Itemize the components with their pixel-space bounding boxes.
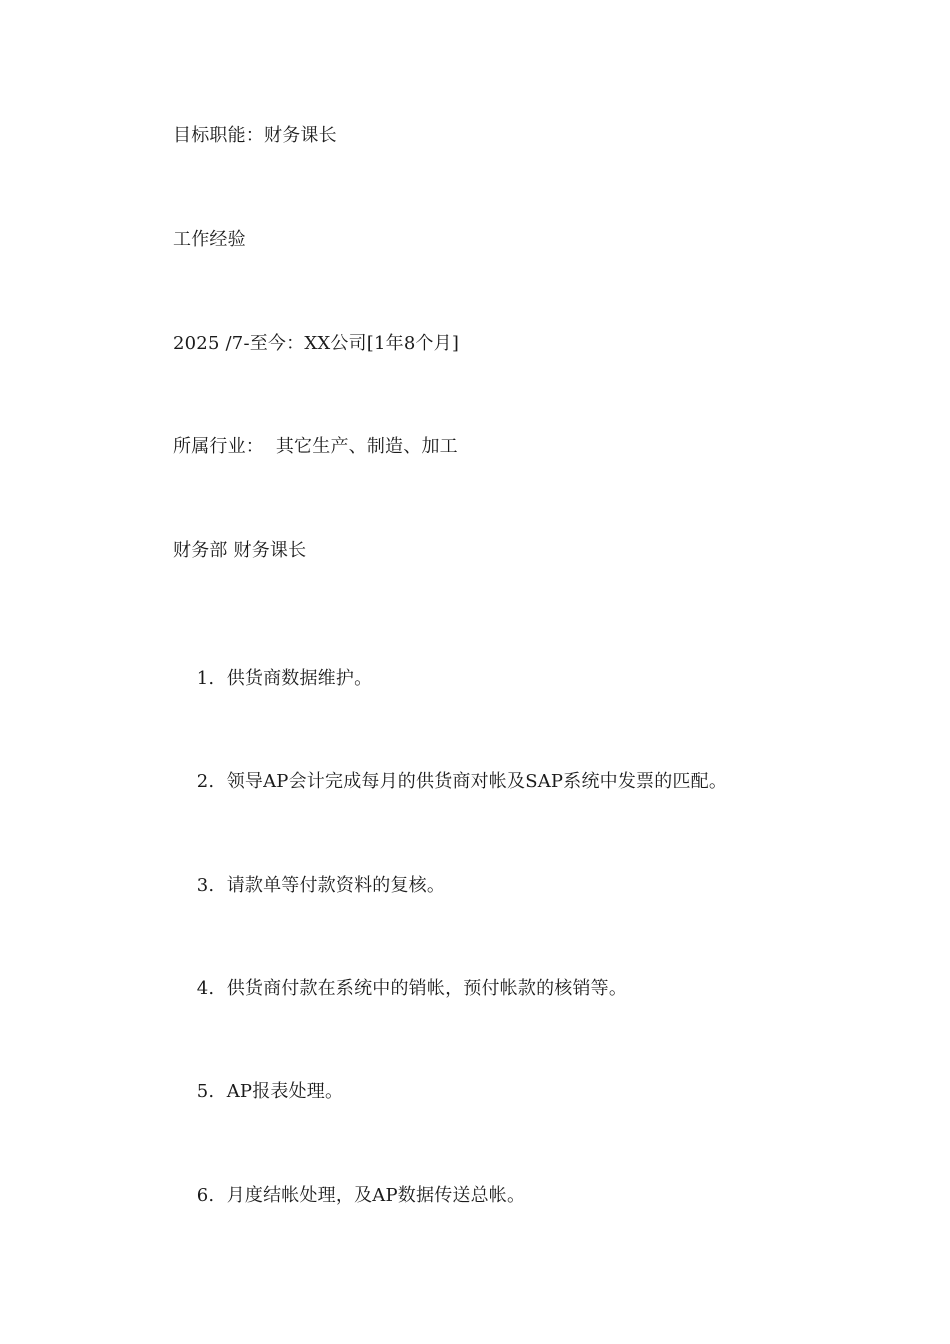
- duty-item: [173, 850, 445, 922]
- duty-number: 6.: [196, 1185, 215, 1206]
- job-period: 2025 /7-至今：XX公司[1年8个月]: [173, 333, 460, 354]
- section-title-work-experience: 工作经验: [173, 229, 246, 250]
- duty-text: 月度结帐处理，及AP数据传送总帐。: [226, 1185, 526, 1206]
- industry: 所属行业： 其它生产、制造、加工: [173, 436, 458, 457]
- duty-item: [173, 643, 372, 715]
- target-role: 目标职能：财务课长: [173, 125, 337, 146]
- department-title: 财务部 财务课长: [173, 540, 307, 561]
- duty-item: [173, 746, 727, 818]
- duty-text: 供货商数据维护。: [226, 668, 373, 689]
- duty-item: [173, 1056, 343, 1128]
- duty-number: 4.: [196, 978, 215, 999]
- duty-number: 1.: [196, 668, 215, 689]
- duty-text: 请款单等付款资料的复核。: [226, 875, 446, 896]
- duty-text: AP报表处理。: [226, 1081, 344, 1102]
- duty-number: 5.: [196, 1081, 215, 1102]
- duty-text: 供货商付款在系统中的销帐，预付帐款的核销等。: [226, 978, 628, 999]
- duty-item: [173, 1160, 525, 1232]
- duty-item: [173, 953, 627, 1025]
- duty-text: 领导AP会计完成每月的供货商对帐及SAP系统中发票的匹配。: [226, 771, 728, 792]
- duty-number: 3.: [196, 875, 215, 896]
- duty-number: 2.: [196, 771, 215, 792]
